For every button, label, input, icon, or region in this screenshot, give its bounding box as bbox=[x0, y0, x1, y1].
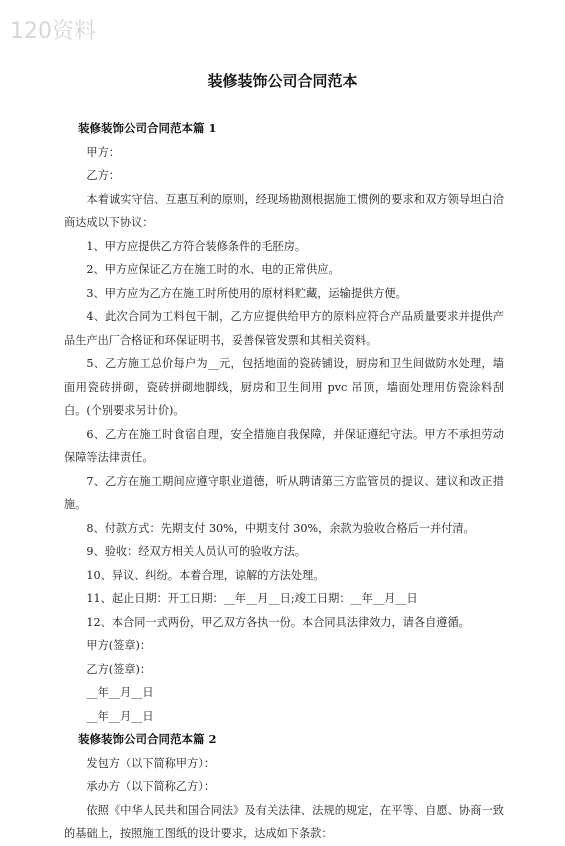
clause-10: 10、异议、纠纷。本着合理，谅解的方法处理。 bbox=[86, 568, 325, 582]
clause-9: 9、验收：经双方相关人员认可的验收方法。 bbox=[86, 545, 307, 558]
page-title: 装修装饰公司合同范本 bbox=[207, 72, 358, 90]
party-b-line: 乙方： bbox=[86, 169, 120, 182]
clause-4: 4、此次合同为工料包干制，乙方应提供给甲方的原料应符合产品质量要求并提供产品生产出厂合格证和环保证明书，妥善保管发票和其相关资料。 bbox=[64, 310, 504, 347]
clause-5: 5、乙方施工总价每户为__元，包括地面的瓷砖铺设，厨房和卫生间做防水处理，墙面用瓷砖拼砌，瓷砖拼砌地脚线，厨房和卫生间用 pvc 吊顶，墙面处理用仿瓷涂料刮白。(个别要求另计价)。 bbox=[64, 357, 504, 417]
clause-12: 12、本合同一式两份，甲乙双方各执一份。本合同具法律效力，请各自遵循。 bbox=[86, 615, 470, 629]
party-a-line: 甲方： bbox=[86, 145, 120, 159]
clause-1: 1、甲方应提供乙方符合装修条件的毛胚房。 bbox=[86, 239, 307, 253]
clause-8: 8、付款方式：先期支付 30%，中期支付 30%，余款为验收合格后一并付清。 bbox=[86, 521, 475, 535]
signature-date-a: __年__月__日 bbox=[86, 686, 154, 699]
clause-2: 2、甲方应保证乙方在施工时的水、电的正常供应。 bbox=[86, 263, 340, 276]
signature-date-b: __年__月__日 bbox=[86, 709, 154, 723]
preamble-paragraph: 本着诚实守信、互惠互利的原则，经现场勘测根据施工惯例的要求和双方领导坦白洽商达成以下协议： bbox=[64, 192, 504, 229]
section-heading-1: 装修装饰公司合同范本篇 1 bbox=[78, 121, 217, 135]
contractor-line: 发包方（以下简称甲方）： bbox=[86, 756, 216, 770]
clause-3: 3、甲方应为乙方在施工时所使用的原材料贮藏，运输提供方便。 bbox=[86, 286, 407, 300]
section-2-preamble: 依照《中华人民共和国合同法》及有关法律、法规的规定，在平等、自愿、协商一致的基础上，按照施工图纸的设计要求，达成如下条款： bbox=[64, 803, 504, 840]
document-body bbox=[64, 117, 504, 846]
section-heading-2: 装修装饰公司合同范本篇 2 bbox=[78, 732, 217, 746]
party-a-signature: 甲方(签章)： bbox=[86, 639, 152, 652]
clause-6: 6、乙方在施工时食宿自理，安全措施自我保障，并保证遵纪守法。甲方不承担劳动保障等法律责任。 bbox=[64, 427, 504, 464]
undertaker-line: 承办方（以下简称乙方）： bbox=[86, 780, 216, 793]
party-b-signature: 乙方(签章)： bbox=[86, 662, 152, 676]
clause-11: 11、起止日期：开工日期：__年__月__日;竣工日期：__年__月__日 bbox=[86, 592, 418, 605]
watermark: 120资料 bbox=[10, 19, 96, 44]
clause-7: 7、乙方在施工期间应遵守职业道德，听从聘请第三方监管员的提议、建议和改正措施。 bbox=[64, 474, 504, 511]
